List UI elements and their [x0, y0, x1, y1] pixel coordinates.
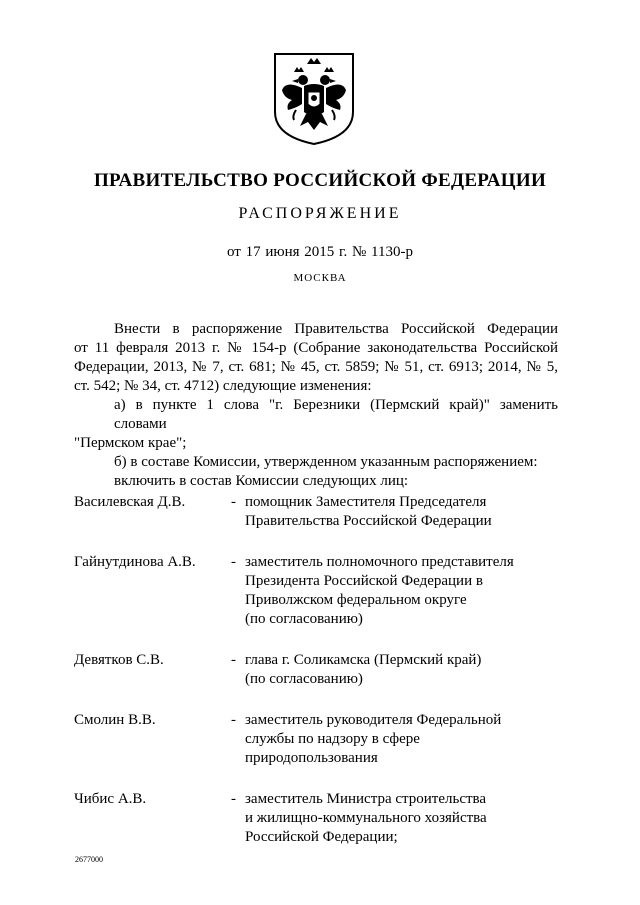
position-line: заместитель руководителя Федеральной — [245, 712, 502, 728]
member-position — [245, 651, 574, 689]
body-line: "Пермском крае"; — [74, 435, 187, 451]
member-row — [74, 651, 574, 689]
body-line: от 11 февраля 2013 г. № 154-р (Собрание законодательства Российской — [74, 340, 558, 356]
position-line: Российской Федерации; — [245, 829, 398, 845]
member-name: Девятков С.В. — [74, 652, 164, 668]
position-line: Правительства Российской Федерации — [245, 513, 492, 529]
position-line: помощник Заместителя Председателя — [245, 494, 487, 510]
document-body — [74, 320, 558, 491]
position-line: Президента Российской Федерации в — [245, 573, 483, 589]
body-line: а) в пункте 1 слова "г. Березники (Пермский край)" заменить словами — [114, 397, 558, 432]
member-row — [74, 553, 574, 629]
member-position — [245, 553, 574, 629]
body-line: Федерации, 2013, № 7, ст. 681; № 45, ст. 5859; № 51, ст. 6913; 2014, № 5, — [74, 359, 558, 375]
position-line: глава г. Соликамска (Пермский край) — [245, 652, 482, 668]
position-line: и жилищно-коммунального хозяйства — [245, 810, 487, 826]
member-dash: - — [231, 652, 236, 668]
body-line: Внести в распоряжение Правительства Российской Федерации — [114, 321, 558, 337]
document-footer-code: 2677000 — [75, 855, 103, 864]
position-line: службы по надзору в сфере — [245, 731, 420, 747]
body-line: включить в состав Комиссии следующих лиц: — [114, 473, 409, 489]
member-name: Смолин В.В. — [74, 712, 156, 728]
government-title: ПРАВИТЕЛЬСТВО РОССИЙСКОЙ ФЕДЕРАЦИИ — [93, 170, 547, 191]
position-line: заместитель полномочного представителя — [245, 554, 514, 570]
body-line: ст. 542; № 34, ст. 4712) следующие изменения: — [74, 378, 372, 394]
document-type: РАСПОРЯЖЕНИЕ — [238, 205, 402, 222]
position-line: (по согласованию) — [245, 671, 363, 687]
member-name: Чибис А.В. — [74, 791, 147, 807]
member-position — [245, 493, 574, 531]
member-dash: - — [231, 554, 236, 570]
member-name: Василевская Д.В. — [74, 494, 186, 510]
member-name: Гайнутдинова А.В. — [74, 554, 196, 570]
member-dash: - — [231, 791, 236, 807]
member-position — [245, 711, 574, 768]
document-city: МОСКВА — [293, 272, 347, 284]
member-dash: - — [231, 712, 236, 728]
body-line: б) в составе Комиссии, утвержденном указанным распоряжением: — [114, 454, 538, 470]
member-row — [74, 711, 574, 768]
position-line: Приволжском федеральном округе — [245, 592, 467, 608]
coat-of-arms-icon — [272, 50, 356, 146]
member-row — [74, 493, 574, 531]
member-position — [245, 790, 574, 847]
member-dash: - — [231, 494, 236, 510]
position-line: (по согласованию) — [245, 611, 363, 627]
member-list — [74, 493, 574, 847]
position-line: природопользования — [245, 750, 378, 766]
position-line: заместитель Министра строительства — [245, 791, 487, 807]
document-date-number: от 17 июня 2015 г. № 1130-р — [227, 244, 413, 260]
member-row — [74, 790, 574, 847]
